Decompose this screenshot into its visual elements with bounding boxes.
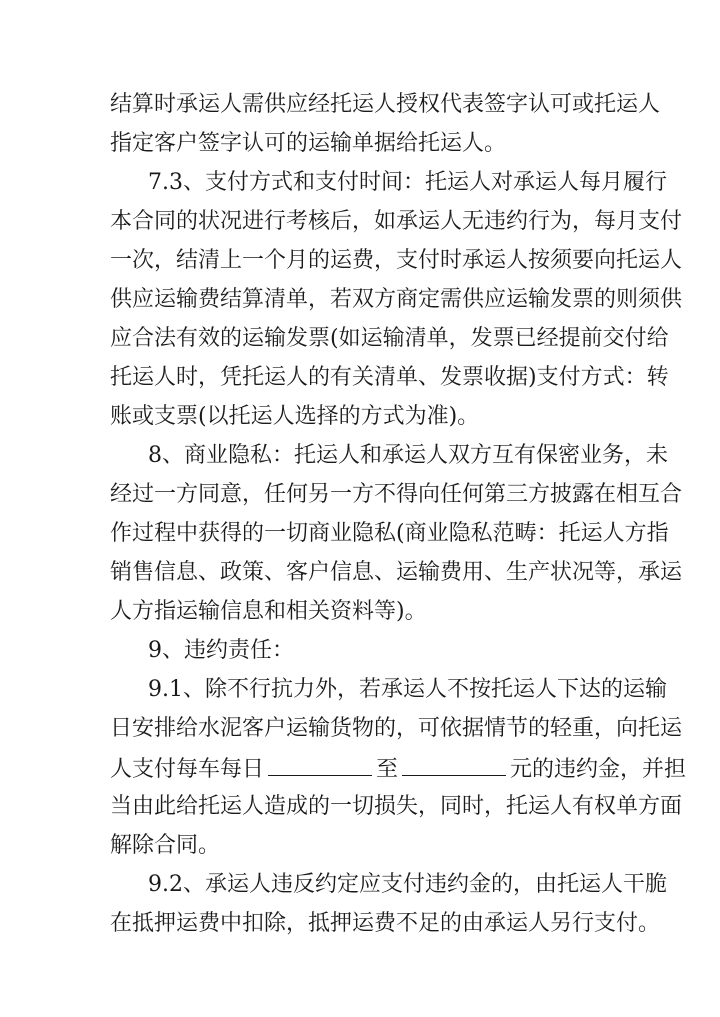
text-line [0,712,720,746]
text-line [0,556,720,590]
text-line [0,244,720,278]
line-text: 8、商业隐私：托运人和承运人双方互有保密业务，未 [148,443,668,468]
text-line [0,166,720,200]
line-text: 人支付每车每日 [110,757,265,782]
blank-field[interactable] [402,751,506,776]
text-line [0,634,720,668]
text-line [0,439,720,473]
line-text: 解除合同。 [110,833,221,858]
line-text: 本合同的状况进行考核后，如承运人无违约行为，每月支付 [110,209,683,234]
line-text: 7.3、支付方式和支付时间：托运人对承运人每月履行 [148,170,667,195]
line-text: 至 [376,757,399,782]
text-line [0,595,720,629]
line-text: 日安排给水泥客户运输货物的，可依据情节的轻重，向托运 [110,716,683,741]
text-line [0,790,720,824]
line-text: 账或支票(以托运人选择的方式为准)。 [110,404,480,429]
line-text: 9.2、承运人违反约定应支付违约金的，由托运人干脆 [148,872,667,897]
text-line [0,322,720,356]
line-text: 人方指运输信息和相关资料等)。 [110,599,427,624]
text-line [0,517,720,551]
line-text: 供应运输费结算清单，若双方商定需供应运输发票的则须供 [110,287,683,312]
blank-field[interactable] [268,751,372,776]
text-line [0,673,720,707]
text-line [0,829,720,863]
text-line [0,283,720,317]
line-text: 一次，结清上一个月的运费，支付时承运人按须要向托运人 [110,248,683,273]
line-text: 应合法有效的运输发票(如运输清单，发票已经提前交付给 [110,326,669,351]
text-line [0,205,720,239]
text-line [0,478,720,512]
text-line [0,868,720,902]
line-text: 结算时承运人需供应经托运人授权代表签字认可或托运人 [110,92,661,117]
line-text: 经过一方同意，任何另一方不得向任何第三方披露在相互合 [110,482,683,507]
line-text: 托运人时，凭托运人的有关清单、发票收据)支付方式：转 [110,365,669,390]
line-text: 指定客户签字认可的运输单据给托运人。 [110,131,507,156]
text-line [0,400,720,434]
line-text: 作过程中获得的一切商业隐私(商业隐私范畴：托运人方指 [110,521,669,546]
text-line [0,361,720,395]
fill-in-line [0,751,720,785]
line-text: 9、违约责任： [148,638,294,663]
line-text: 销售信息、政策、客户信息、运输费用、生产状况等，承运 [110,560,683,585]
text-line [0,907,720,941]
text-line [0,88,720,122]
line-text: 在抵押运费中扣除，抵押运费不足的由承运人另行支付。 [110,911,661,936]
line-text: 9.1、除不行抗力外，若承运人不按托运人下达的运输 [148,677,667,702]
text-line [0,127,720,161]
line-text: 当由此给托运人造成的一切损失，同时，托运人有权单方面 [110,794,683,819]
line-text: 元的违约金，并担 [510,757,687,782]
